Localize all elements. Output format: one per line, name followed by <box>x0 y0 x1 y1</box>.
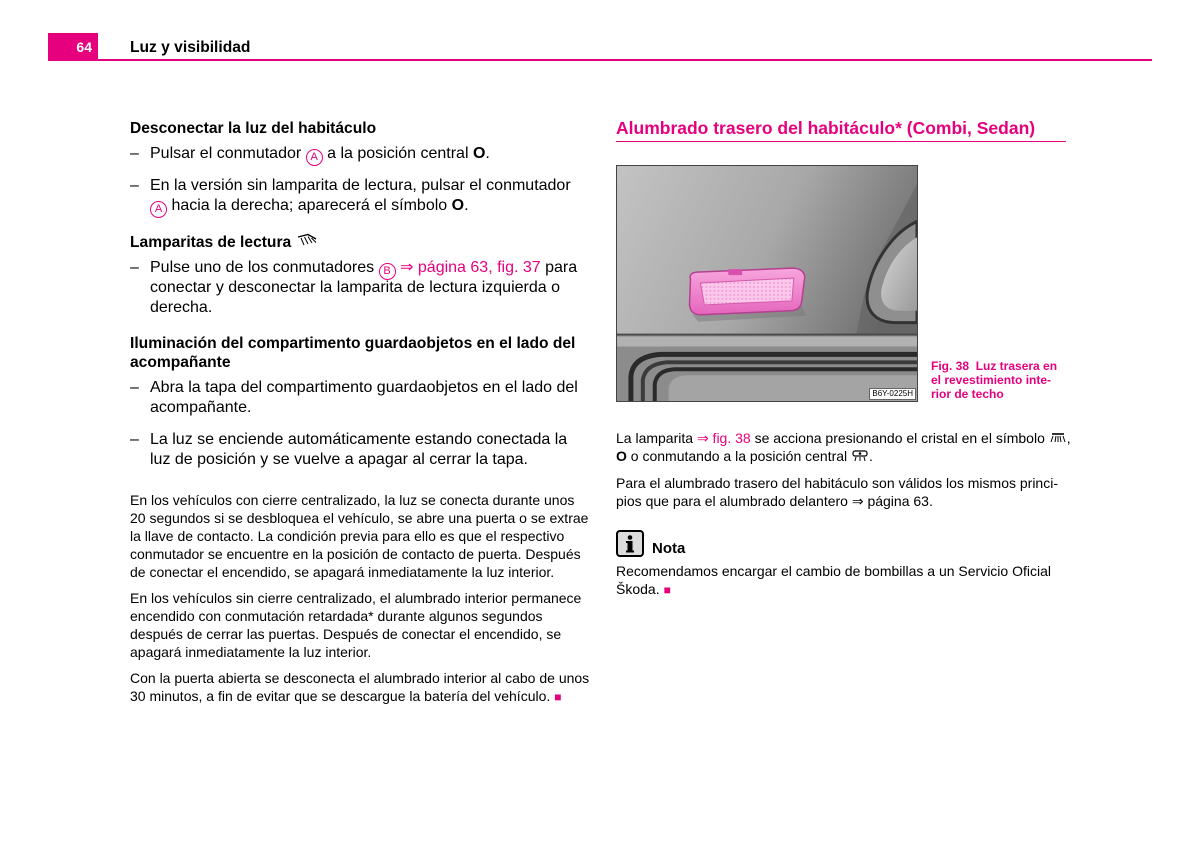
step-text: hacia la derecha; aparecerá el símbolo <box>171 197 448 214</box>
step-text: para <box>545 259 578 276</box>
page-number: 64 <box>48 33 98 60</box>
cross-reference-link[interactable]: ⇒ página 63, fig. 37 <box>400 259 541 276</box>
step-glovebox-light-line2: luz de posición y se vuelve a apagar al cerrar la tapa. <box>150 451 528 468</box>
note-line: Recomendamos encargar el cambio de bombillas a un Servicio Oficial <box>616 563 1051 579</box>
marker-a: A <box>150 201 167 218</box>
step-no-reading-lamp-line1: En la versión sin lamparita de lectura, pulsar el conmutador <box>150 177 571 194</box>
symbol-o: O <box>451 197 465 214</box>
step-text: Pulsar el conmutador <box>150 145 302 162</box>
heading-switch-off-light: Desconectar la luz del habitáculo <box>130 120 377 137</box>
paragraph-line: En los vehículos con cierre centralizado, la luz se conecta durante unos <box>130 492 575 508</box>
paragraph-rear-lamp-line2 <box>616 447 873 466</box>
paragraph-text: 30 minutos, a fin de evitar que se descargue la batería del vehículo. <box>130 688 551 704</box>
bullet-dash: – <box>130 379 139 396</box>
paragraph-last-line <box>130 687 562 706</box>
paragraph-line: 20 segundos si se desbloquea el vehículo, se abre una puerta o se extrae <box>130 510 589 526</box>
figure-reference-link[interactable]: ⇒ fig. 38 <box>696 430 751 446</box>
paragraph-line: Para el alumbrado trasero del habitáculo son válidos los mismos princi- <box>616 475 1058 491</box>
paragraph-punct: , <box>1066 430 1071 446</box>
step-glovebox-light-line1: La luz se enciende automáticamente estando conectada la <box>150 431 568 448</box>
central-position-icon <box>851 448 869 466</box>
paragraph-line: Con la puerta abierta se desconecta el alumbrado interior al cabo de unos <box>130 670 590 686</box>
figure-code: B6Y-0225H <box>869 388 916 400</box>
figure-caption-line3: rior de techo <box>931 387 1004 401</box>
heading-glovebox-line1: Iluminación del compartimento guardaobjetos en el lado del <box>130 335 576 352</box>
paragraph-line: de conectar el encendido, se apagará inmediatamente la luz interior. <box>130 564 555 580</box>
step-reading-lamps-line2: conectar y desconectar la lamparita de lectura izquierda o <box>150 279 560 296</box>
heading-text: Lamparitas de lectura <box>130 234 292 251</box>
marker-a: A <box>306 149 323 166</box>
paragraph-line: apagará inmediatamente la luz interior. <box>130 644 372 660</box>
step-glovebox-open-line2: acompañante. <box>150 399 252 416</box>
paragraph-line: conmutador se encuentre en la posición de contacto de puerta. Después <box>130 546 581 562</box>
step-text: Pulse uno de los conmutadores <box>150 259 375 276</box>
step-switch-central <box>150 144 490 166</box>
figure-caption-text: Luz trasera en <box>975 359 1058 373</box>
heading-rear-interior-light: Alumbrado trasero del habitáculo* (Combi, Sedan) <box>616 118 1036 138</box>
paragraph-line: En los vehículos sin cierre centralizado, el alumbrado interior permanece <box>130 590 582 606</box>
figure-label: Fig. 38 <box>931 359 970 373</box>
step-no-reading-lamp-line2 <box>150 196 469 218</box>
end-mark-icon: ■ <box>663 583 671 597</box>
step-punct: . <box>485 145 490 162</box>
heading-glovebox-line2: acompañante <box>130 354 231 371</box>
step-reading-lamps-line3: derecha. <box>150 299 213 316</box>
heading-reading-lamps <box>130 233 318 252</box>
paragraph-line: la llave de contacto. La condición previa para ello es que el respectivo <box>130 528 565 544</box>
step-punct: . <box>464 197 469 214</box>
marker-b: B <box>379 263 396 280</box>
rear-ceiling-light-figure <box>616 165 918 402</box>
note-text: Škoda. <box>616 581 660 597</box>
note-last-line <box>616 580 671 599</box>
info-note-icon <box>616 530 644 557</box>
paragraph-line: pios que para el alumbrado delantero ⇒ página 63. <box>616 493 933 509</box>
end-mark-icon: ■ <box>554 690 562 704</box>
bullet-dash: – <box>130 177 139 194</box>
bullet-dash: – <box>130 145 139 162</box>
paragraph-text: se acciona presionando el cristal en el símbolo <box>754 430 1045 446</box>
heading-underline <box>616 141 1066 142</box>
running-header-title: Luz y visibilidad <box>130 39 251 56</box>
symbol-o: O <box>616 448 627 464</box>
step-text: a la posición central <box>327 145 469 162</box>
reading-lamp-icon <box>296 233 318 252</box>
header-rule <box>48 59 1152 61</box>
note-title: Nota <box>652 540 686 557</box>
symbol-o: O <box>472 145 486 162</box>
bullet-dash: – <box>130 431 139 448</box>
paragraph-text: o conmutando a la posición central <box>630 448 848 464</box>
step-glovebox-open-line1: Abra la tapa del compartimento guardaobjetos en el lado del <box>150 379 578 396</box>
step-reading-lamps-line1 <box>150 258 577 280</box>
bullet-dash: – <box>130 259 139 276</box>
paragraph-punct: . <box>869 448 873 464</box>
paragraph-text: La lamparita <box>616 430 694 446</box>
figure-caption-line1 <box>931 359 1057 373</box>
paragraph-line: encendido con conmutación retardada* durante algunos segundos <box>130 608 543 624</box>
rear-light-symbol-icon <box>1049 430 1067 448</box>
figure-illustration <box>617 166 917 401</box>
paragraph-line: después de cerrar las puertas. Después de conectar el encendido, se <box>130 626 562 642</box>
figure-caption-line2: el revestimiento inte- <box>931 373 1052 387</box>
paragraph-rear-lamp-line1 <box>616 429 1071 448</box>
